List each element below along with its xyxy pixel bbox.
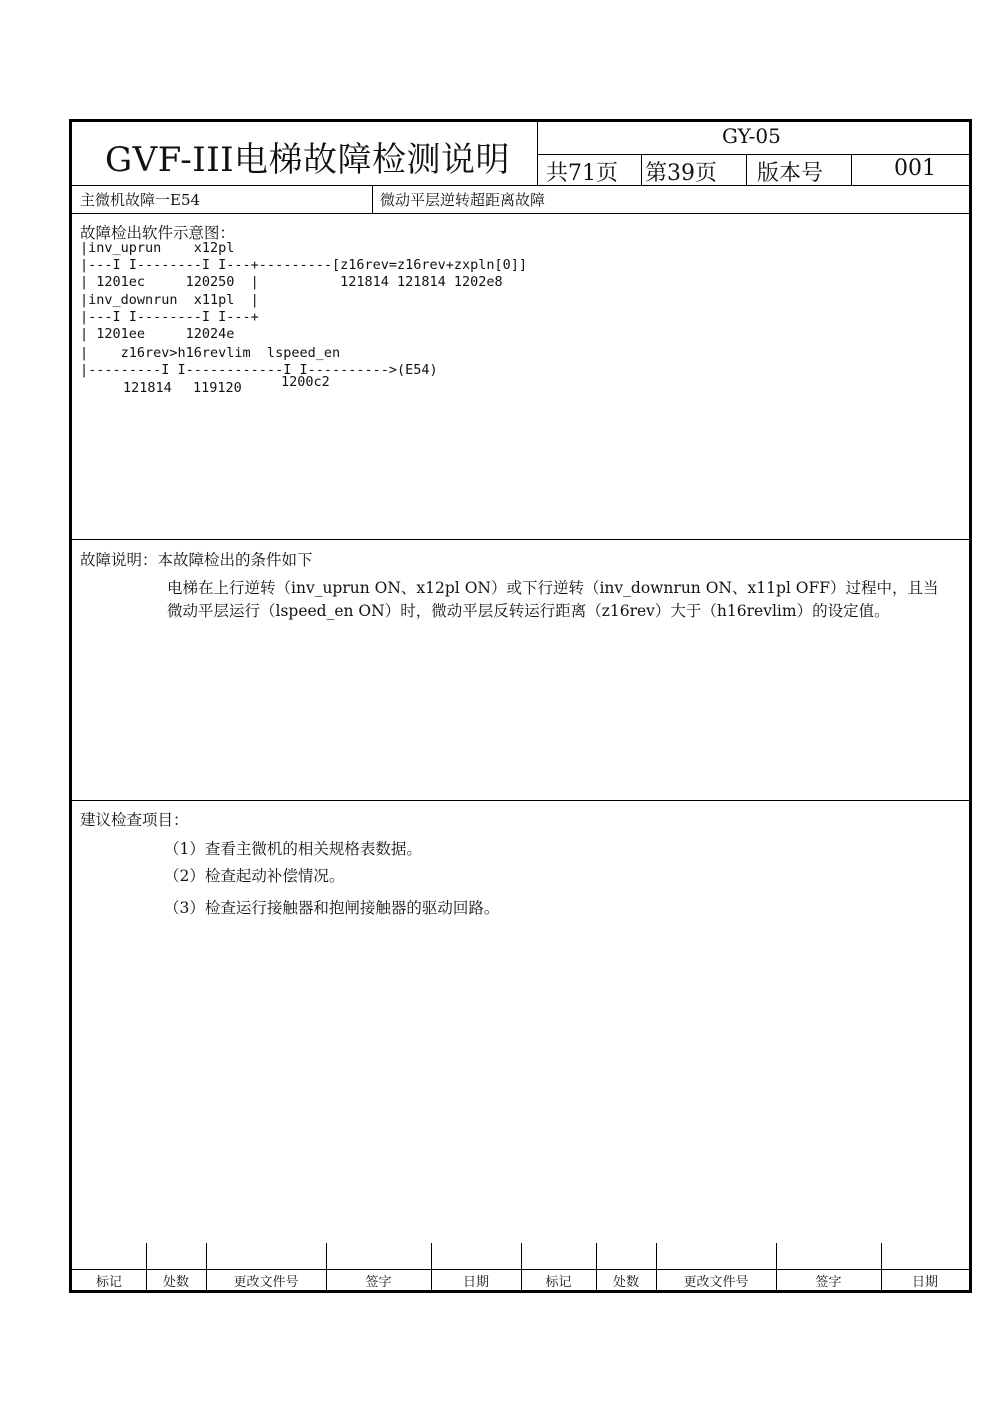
total-pages: 共71页 [546, 161, 618, 186]
ladder-line-2: |---I I--------I I---+---------[z16rev=z16rev+zxpln[0]] [80, 257, 528, 273]
footer-cell-date: 日期 [462, 1275, 489, 1290]
fault-name: 微动平层逆转超距离故障 [380, 191, 546, 209]
footer-cell-mark: 标记 [545, 1275, 572, 1290]
header-divider [72, 185, 969, 186]
page-number: 第39页 [645, 161, 717, 186]
footer-cell-change-doc: 更改文件号 [233, 1275, 299, 1290]
footer-cell-signature: 签字 [365, 1275, 392, 1290]
ladder-line-1: |inv_uprun x12pl [80, 240, 235, 256]
footer-cell-count: 处数 [612, 1275, 639, 1290]
footer-cell-date: 日期 [911, 1275, 938, 1290]
suggestions-heading: 建议检查项目： [80, 811, 189, 829]
ladder-line-6: | 1201ee 12024e [80, 326, 235, 342]
header-code-divider [537, 154, 969, 155]
footer-cell-mark: 标记 [95, 1275, 122, 1290]
suggestion-item-2: （2）检查起动补偿情况。 [164, 867, 345, 885]
suggestion-item-1: （1）查看主微机的相关规格表数据。 [164, 840, 422, 858]
address-label-3: 1200c2 [281, 374, 330, 390]
diagram-heading: 故障检出软件示意图： [80, 224, 236, 242]
description-line-2: 微动平层运行（lspeed_en ON）时，微动平层反转运行距离（z16rev）大于（h16revlim）的设定值。 [167, 602, 890, 620]
footer-cell-change-doc: 更改文件号 [683, 1275, 749, 1290]
ladder-line-8: |---------I I------------I I---------->(E54) [80, 362, 438, 378]
header-cell-divider-3 [851, 154, 852, 185]
ladder-line-4: |inv_downrun x11pl | [80, 292, 259, 308]
ladder-line-3: | 1201ec 120250 | 121814 121814 1202e8 [80, 274, 503, 290]
fault-row-vertical-divider [372, 185, 373, 213]
version-value: 001 [894, 156, 936, 181]
doc-code: GY-05 [722, 124, 781, 148]
version-label: 版本号 [757, 161, 824, 186]
address-label-1: 121814 [123, 380, 172, 396]
diagram-divider [72, 539, 969, 540]
suggestion-item-3: （3）检查运行接触器和抱闸接触器的驱动回路。 [164, 899, 500, 917]
footer-cell-count: 处数 [162, 1275, 189, 1290]
footer-cell-signature: 签字 [815, 1275, 842, 1290]
ladder-line-7: | z16rev>h16revlim lspeed_en [80, 345, 341, 361]
description-heading: 故障说明：本故障检出的条件如下 [80, 551, 313, 569]
ladder-line-5: |---I I--------I I---+ [80, 309, 259, 325]
address-label-2: 119120 [193, 380, 242, 396]
header-cell-divider-2 [746, 154, 747, 185]
document-title: GVF-III电梯故障检测说明 [105, 140, 511, 180]
fault-row-divider [72, 213, 969, 214]
description-divider [72, 800, 969, 801]
description-line-1: 电梯在上行逆转（inv_uprun ON、x12pl ON）或下行逆转（inv_downrun ON、x11pl OFF）过程中，且当 [167, 579, 939, 597]
fault-code-label: 主微机故障一E54 [80, 191, 201, 209]
header-cell-divider-1 [641, 154, 642, 185]
